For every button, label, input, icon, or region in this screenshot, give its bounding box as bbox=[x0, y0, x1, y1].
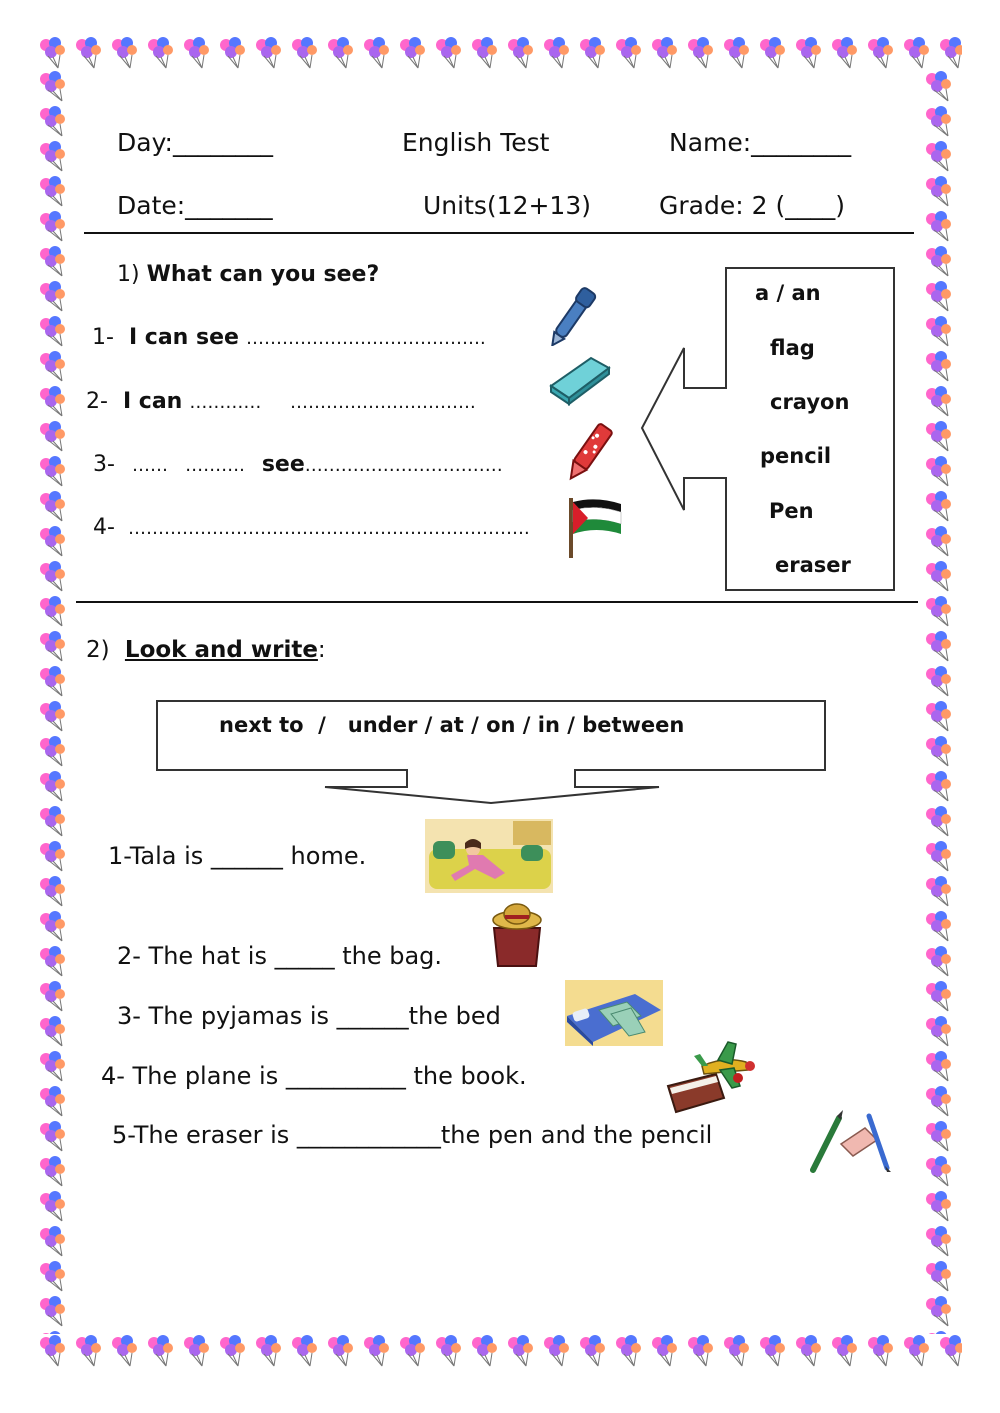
header-divider bbox=[84, 232, 914, 234]
crayon-icon bbox=[563, 412, 625, 482]
section1-title: What can you see? bbox=[146, 262, 380, 287]
s1-item-number: 1- bbox=[92, 325, 114, 350]
section1-number: 1) bbox=[117, 262, 140, 287]
s1-item-2 bbox=[86, 389, 476, 414]
section2-number: 2) bbox=[86, 637, 110, 663]
s1-item-blank: ………… …………………………. bbox=[189, 392, 476, 413]
name-field: Name:________ bbox=[669, 128, 852, 157]
plane-on-book-icon bbox=[662, 1040, 760, 1116]
grade-field: Grade: 2 (____) bbox=[659, 191, 845, 220]
s1-item-3 bbox=[93, 452, 503, 477]
word-box-item: crayon bbox=[770, 390, 850, 414]
eraser-icon bbox=[545, 350, 615, 408]
s1-item-blank: …………………………………………………………. bbox=[127, 518, 530, 539]
sentence-2: 2- The hat is _____ the bag. bbox=[117, 942, 443, 970]
balloon-border-right bbox=[924, 70, 960, 1334]
girl-on-sofa-icon bbox=[425, 819, 553, 893]
sentence-3: 3- The pyjamas is ______the bed bbox=[117, 1002, 501, 1030]
s1-item-blank: …………………………… bbox=[304, 455, 503, 476]
section1-heading bbox=[117, 262, 379, 287]
sentence-5: 5-The eraser is ____________the pen and the pencil bbox=[112, 1121, 713, 1149]
s1-item-number: 3- bbox=[93, 452, 115, 477]
flag-icon bbox=[566, 494, 626, 560]
sentence-4: 4- The plane is __________ the book. bbox=[101, 1062, 527, 1090]
s1-item-prompt: I can bbox=[122, 389, 183, 414]
word-box-item: a / an bbox=[755, 281, 821, 305]
hat-on-bag-icon bbox=[486, 898, 548, 970]
s1-item-4 bbox=[93, 515, 530, 540]
s1-item-number: 4- bbox=[93, 515, 115, 540]
balloon-border-bottom bbox=[38, 1334, 962, 1368]
word-box-item: eraser bbox=[775, 553, 851, 577]
date-field: Date:_______ bbox=[117, 191, 273, 220]
word-bank-text: next to / under / at / on / in / between bbox=[219, 713, 685, 737]
day-field: Day:________ bbox=[117, 128, 273, 157]
s1-item-pre: …… ………. bbox=[131, 455, 245, 476]
balloon-border-top bbox=[38, 36, 962, 70]
eraser-between-pen-and-pencil-icon bbox=[807, 1110, 893, 1174]
word-box-item: Pen bbox=[769, 499, 814, 523]
s1-item-number: 2- bbox=[86, 389, 108, 414]
section2-colon: : bbox=[317, 637, 326, 663]
s1-item-prompt: I can see bbox=[128, 325, 239, 350]
section2-heading bbox=[86, 637, 326, 663]
balloon-border-left bbox=[38, 70, 74, 1334]
test-title: English Test bbox=[402, 128, 550, 157]
s1-item-prompt: see bbox=[261, 452, 305, 477]
pyjamas-on-bed-icon bbox=[565, 980, 663, 1046]
section-divider bbox=[76, 601, 918, 603]
word-box-item: pencil bbox=[760, 444, 832, 468]
word-box-arrow bbox=[638, 266, 898, 594]
section2-title: Look and write bbox=[124, 637, 318, 663]
pen-icon bbox=[544, 274, 610, 346]
sentence-1: 1-Tala is ______ home. bbox=[108, 842, 367, 870]
units-label: Units(12+13) bbox=[423, 191, 591, 220]
s1-item-1 bbox=[92, 325, 486, 350]
word-box-item: flag bbox=[770, 336, 815, 360]
s1-item-blank: …………………………………. bbox=[245, 328, 486, 349]
